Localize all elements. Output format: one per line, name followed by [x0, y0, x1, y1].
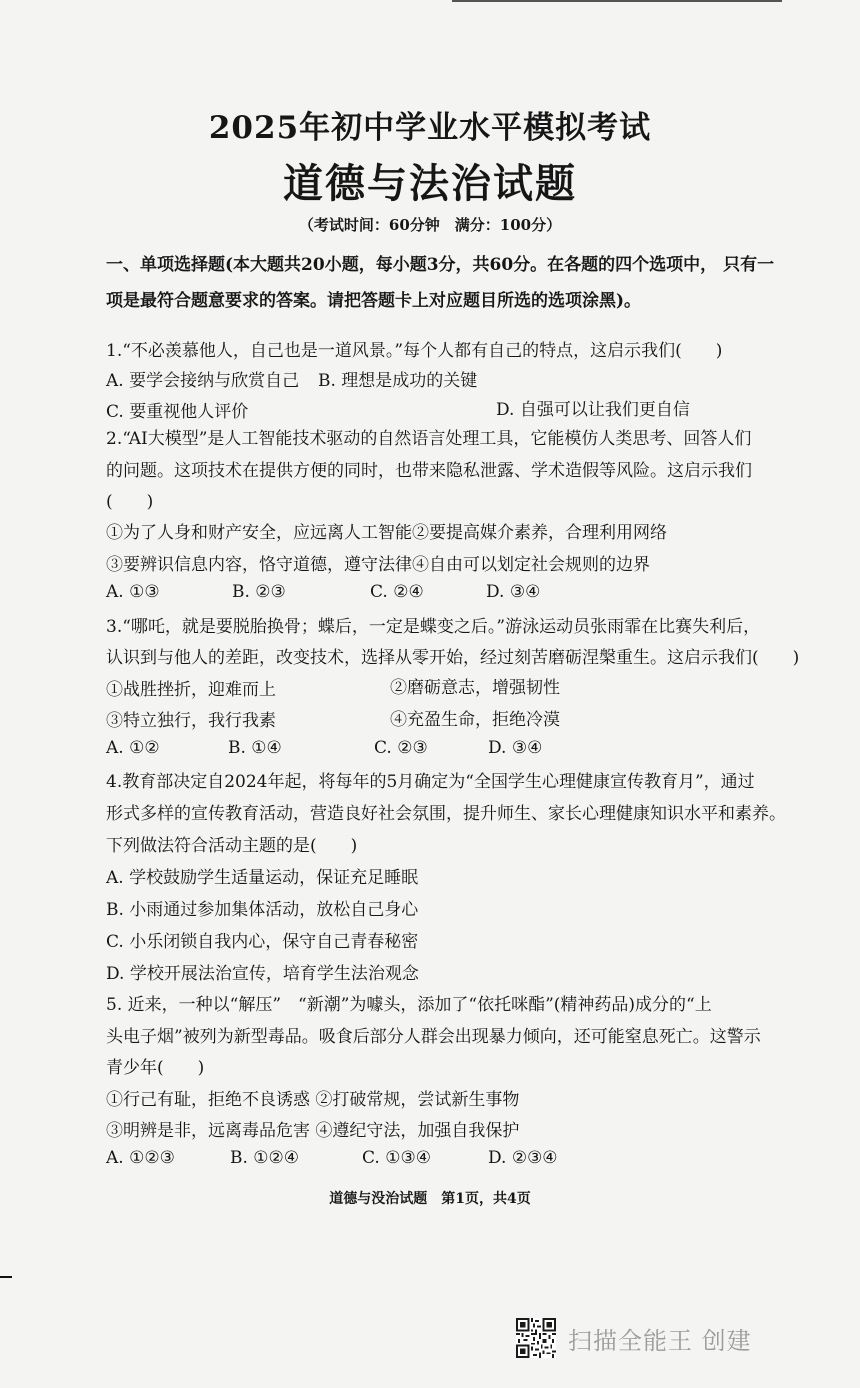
q5-statements-line1: ①行己有耻，拒绝不良诱惑 ②打破常规，尝试新生事物	[106, 1090, 520, 1110]
q1-option-c: C. 要重视他人评价	[106, 402, 249, 422]
q5-statements-line2: ③明辨是非，远离毒品危害 ④遵纪守法，加强自我保护	[106, 1121, 520, 1141]
exam-info: （考试时间：60分钟 满分：100分）	[298, 216, 562, 234]
q3-option-a: A. ①②	[106, 738, 160, 758]
q2-option-c: C. ②④	[370, 582, 424, 602]
q3-option-c: C. ②③	[374, 738, 428, 758]
q2-statements-line1: ①为了人身和财产安全，应远离人工智能②要提高媒介素养，合理利用网络	[106, 523, 667, 543]
q5-option-d: D. ②③④	[488, 1148, 558, 1168]
q3-statement-2: ②磨砺意志，增强韧性	[390, 678, 560, 698]
q2-option-d: D. ③④	[486, 582, 541, 602]
q5-option-a: A. ①②③	[106, 1148, 175, 1168]
margin-mark	[0, 1276, 12, 1278]
q3-statement-1: ①战胜挫折，迎难而上	[106, 680, 276, 700]
exam-title: 2025年初中学业水平模拟考试	[208, 110, 652, 146]
scanner-watermark	[516, 1316, 752, 1360]
q5-stem-line2: 头电子烟”被列为新型毒品。吸食后部分人群会出现暴力倾向，还可能窒息死亡。这警示	[106, 1027, 761, 1047]
q1-option-a: A. 要学会接纳与欣赏自己	[106, 371, 300, 391]
q2-option-a: A. ①③	[106, 582, 160, 602]
q3-statement-3: ③特立独行，我行我素	[106, 711, 276, 731]
q3-option-d: D. ③④	[488, 738, 543, 758]
q1-stem: 1.“不必羡慕他人，自己也是一道风景。”每个人都有自己的特点，这启示我们( )	[106, 341, 723, 361]
section-instruction-line2: 项是最符合题意要求的答案。请把答题卡上对应题目所选的选项涂黑)。	[106, 291, 642, 311]
q2-statements-line2: ③要辨识信息内容，恪守道德，遵守法律④自由可以划定社会规则的边界	[106, 555, 650, 575]
q2-stem-line1: 2.“AI大模型”是人工智能技术驱动的自然语言处理工具，它能模仿人类思考、回答人们	[106, 429, 752, 449]
q4-option-b: B. 小雨通过参加集体活动，放松自己身心	[106, 900, 419, 920]
q3-option-b: B. ①④	[228, 738, 282, 758]
q3-stem-line2: 认识到与他人的差距，改变技术，选择从零开始，经过刻苦磨砺涅槃重生。这启示我们( )	[106, 648, 800, 668]
q5-stem-line1: 5. 近来，一种以“解压” “新潮”为噱头，添加了“依托咪酯”(精神药品)成分的“上	[106, 995, 712, 1015]
q2-stem-line3: ( )	[106, 492, 154, 512]
q2-stem-line2: 的问题。这项技术在提供方便的同时，也带来隐私泄露、学术造假等风险。这启示我们	[106, 461, 752, 481]
scanner-label: 扫描全能王 创建	[568, 1326, 752, 1355]
subject-title: 道德与法治试题	[283, 160, 577, 207]
top-border-line	[452, 0, 782, 2]
q3-statement-4: ④充盈生命，拒绝冷漠	[390, 710, 560, 730]
q5-stem-line3: 青少年( )	[106, 1058, 205, 1078]
q4-option-c: C. 小乐闭锁自我内心，保守自己青春秘密	[106, 932, 419, 952]
qr-code-icon	[516, 1318, 556, 1358]
q1-option-d: D. 自强可以让我们更自信	[496, 400, 690, 420]
q5-option-b: B. ①②④	[230, 1148, 300, 1168]
q4-stem-line1: 4.教育部决定自2024年起，将每年的5月确定为“全国学生心理健康宣传教育月”，通过	[106, 772, 755, 792]
page-footer: 道德与没治试题 第1页，共4页	[329, 1191, 531, 1207]
q4-option-d: D. 学校开展法治宣传，培育学生法治观念	[106, 964, 419, 984]
q3-stem-line1: 3.“哪吒，就是要脱胎换骨；蝶后，一定是蝶变之后。”游泳运动员张雨霏在比赛失利后，	[106, 617, 761, 637]
q1-option-b: B. 理想是成功的关键	[318, 371, 478, 391]
q2-option-b: B. ②③	[232, 582, 286, 602]
q5-option-c: C. ①③④	[362, 1148, 431, 1168]
section-instruction-line1: 一、单项选择题(本大题共20小题，每小题3分，共60分。在各题的四个选项中， 只有一	[106, 255, 775, 275]
q4-stem-line2: 形式多样的宣传教育活动，营造良好社会氛围，提升师生、家长心理健康知识水平和素养。	[106, 804, 786, 824]
q4-option-a: A. 学校鼓励学生适量运动，保证充足睡眠	[106, 868, 419, 888]
q4-stem-line3: 下列做法符合活动主题的是( )	[106, 836, 358, 856]
